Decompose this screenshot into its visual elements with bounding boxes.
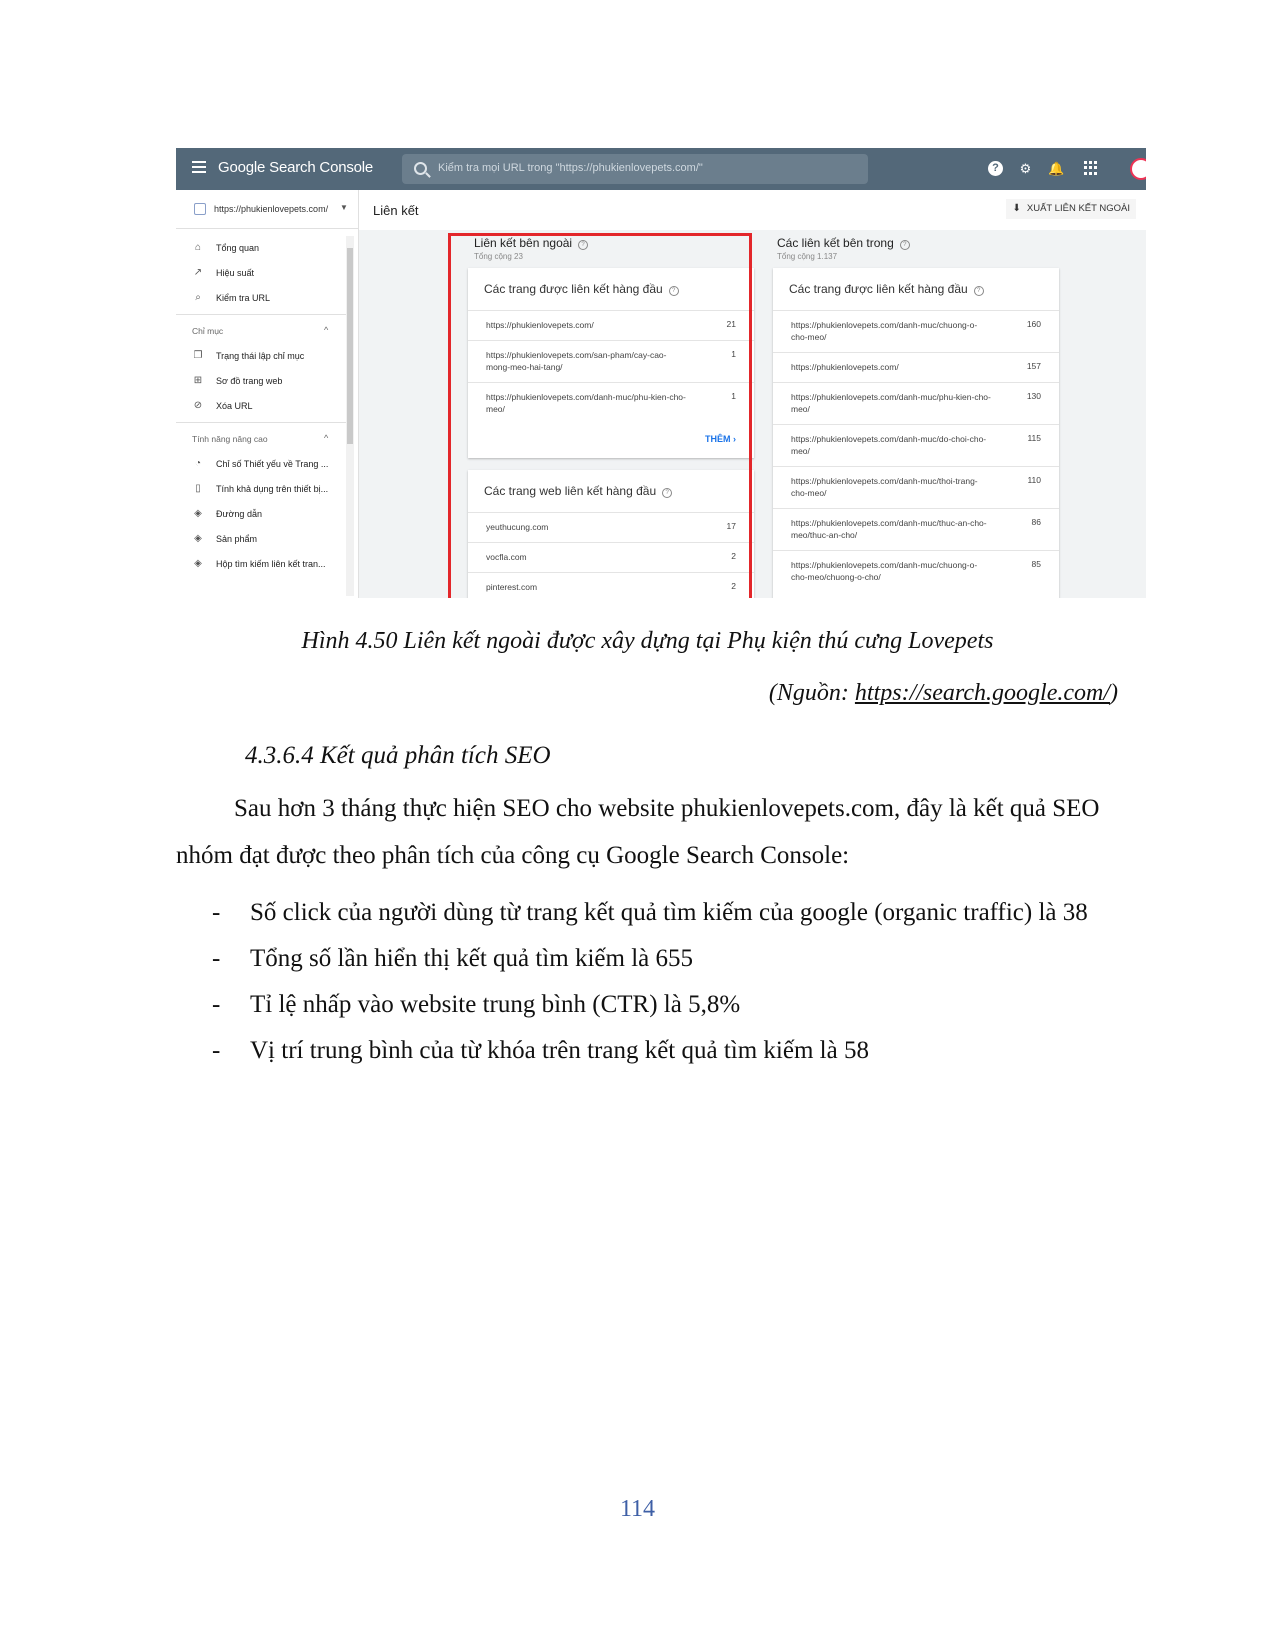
external-links-total: Tổng cộng 23 — [474, 252, 523, 261]
external-top-sites-card — [468, 470, 754, 598]
table-row[interactable] — [773, 550, 1059, 593]
row-count: 85 — [1031, 559, 1041, 569]
row-url: https://phukienlovepets.com/danh-muc/thuc-an-cho-meo/thuc-an-cho/ — [791, 518, 987, 540]
sidebar-item-removals[interactable] — [176, 396, 348, 416]
top-bar — [176, 148, 1146, 190]
list-item: - Số click của người dùng từ trang kết quả tìm kiếm của google (organic traffic) là 38 — [176, 890, 1119, 936]
row-url: https://phukienlovepets.com/ — [791, 362, 899, 372]
row-url: https://phukienlovepets.com/danh-muc/phu-kien-cho-meo/ — [486, 392, 686, 414]
chevron-up-icon[interactable]: ^ — [324, 325, 329, 335]
row-url: https://phukienlovepets.com/san-pham/cay-cao-mong-meo-hai-tang/ — [486, 350, 667, 372]
section-advanced-label: Tính năng nâng cao — [192, 434, 268, 444]
internal-top-pages-card — [773, 268, 1059, 598]
table-row[interactable] — [773, 424, 1059, 467]
apps-grid-icon[interactable] — [1084, 161, 1098, 175]
sidebar-item-label: Chỉ số Thiết yếu về Trang ... — [216, 459, 329, 469]
table-row[interactable] — [773, 352, 1059, 383]
layers-icon: ◈ — [194, 558, 202, 569]
page-title: Liên kết — [373, 203, 419, 218]
table-row[interactable] — [468, 340, 754, 383]
gauge-icon: ◔ — [194, 458, 202, 469]
figure-source: (Nguồn: https://search.google.com/) — [768, 680, 1118, 706]
figure-caption: Hình 4.50 Liên kết ngoài được xây dựng tại Phụ kiện thú cưng Lovepets — [301, 628, 994, 654]
pages-icon: ❐ — [193, 350, 203, 361]
row-count: 2 — [731, 581, 736, 591]
sidebar-scrollbar-thumb[interactable] — [347, 248, 353, 444]
sidebar-item-label: Sản phẩm — [216, 534, 258, 544]
section-heading: 4.3.6.4 Kết quả phân tích SEO — [245, 742, 551, 769]
sidebar-item-label: Tổng quan — [216, 243, 260, 253]
table-row[interactable] — [468, 542, 754, 573]
more-button[interactable]: THÊM › — [704, 434, 736, 444]
sidebar-item-products[interactable] — [176, 529, 348, 549]
help-circle-icon[interactable]: ? — [669, 286, 679, 296]
sidebar-item-breadcrumbs[interactable] — [176, 504, 348, 524]
table-row[interactable] — [468, 382, 754, 425]
search-icon: ⌕ — [195, 292, 201, 303]
help-circle-icon[interactable]: ? — [662, 488, 672, 498]
card-title: Các trang web liên kết hàng đầu ? — [484, 484, 672, 498]
table-row[interactable] — [773, 382, 1059, 425]
table-row[interactable] — [468, 310, 754, 341]
row-url: https://phukienlovepets.com/danh-muc/do-choi-cho-meo/ — [791, 434, 987, 456]
layers-icon: ◈ — [194, 508, 202, 519]
sidebar-item-index-status[interactable] — [176, 346, 348, 366]
sidebar-item-sitemaps[interactable] — [176, 371, 348, 391]
row-count: 86 — [1031, 517, 1041, 527]
home-icon: ⌂ — [194, 242, 202, 253]
help-circle-icon[interactable]: ? — [900, 240, 910, 250]
bullet-mark: - — [212, 991, 221, 1018]
url-inspect-search[interactable] — [402, 154, 868, 184]
bullet-mark: - — [212, 1037, 221, 1064]
table-row[interactable] — [773, 508, 1059, 551]
source-link[interactable]: https://search.google.com/ — [854, 680, 1110, 706]
section-index-label: Chỉ mục — [192, 326, 224, 336]
row-url: https://phukienlovepets.com/danh-muc/phu-kien-cho-meo/ — [791, 392, 991, 414]
sidebar-item-label: Xóa URL — [216, 401, 253, 411]
sidebar-item-overview[interactable] — [176, 238, 348, 258]
property-icon — [194, 203, 206, 215]
internal-links-total: Tổng cộng 1.137 — [777, 252, 838, 261]
row-url: https://phukienlovepets.com/ — [486, 320, 594, 330]
sidebar-item-sitelinks-searchbox[interactable] — [176, 554, 348, 574]
search-placeholder: Kiểm tra mọi URL trong "https://phukienlovepets.com/" — [438, 162, 703, 174]
list-item: - Tỉ lệ nhấp vào website trung bình (CTR) là 5,8% — [176, 982, 1119, 1028]
app-title: Google Search Console — [218, 159, 374, 176]
row-count: 21 — [726, 319, 736, 329]
table-row[interactable] — [468, 512, 754, 543]
external-top-pages-card — [468, 268, 754, 458]
search-icon — [414, 162, 427, 175]
sidebar-item-performance[interactable] — [176, 263, 348, 283]
export-label: XUẤT LIÊN KẾT NGOÀI — [1026, 203, 1130, 214]
row-url: vocfla.com — [486, 552, 527, 562]
layers-icon: ◈ — [194, 533, 202, 544]
phone-icon: ▯ — [195, 483, 201, 494]
row-count: 115 — [1027, 433, 1041, 443]
divider — [176, 422, 348, 423]
property-selector[interactable] — [176, 190, 358, 229]
chevron-down-icon: ▼ — [340, 203, 348, 212]
divider — [176, 314, 348, 315]
sidebar-item-core-web-vitals[interactable] — [176, 454, 348, 474]
card-title: Các trang được liên kết hàng đầu ? — [789, 282, 984, 296]
row-count: 160 — [1026, 319, 1041, 329]
notification-bell-icon[interactable]: 🔔 — [1048, 161, 1065, 176]
chevron-up-icon[interactable]: ^ — [324, 433, 329, 443]
trend-icon: ↗ — [193, 267, 203, 278]
search-console-screenshot — [176, 148, 1146, 598]
chevron-right-icon: › — [733, 434, 736, 444]
table-row[interactable] — [773, 466, 1059, 509]
bullet-mark: - — [212, 899, 221, 926]
results-list — [176, 890, 1119, 1074]
card-title: Các trang được liên kết hàng đầu ? — [484, 282, 679, 296]
list-item: - Vị trí trung bình của từ khóa trên trang kết quả tìm kiếm là 58 — [176, 1028, 1119, 1074]
sidebar-item-label: Kiểm tra URL — [216, 293, 271, 303]
sidebar-item-label: Hộp tìm kiếm liên kết tran... — [216, 559, 326, 569]
export-external-links-button[interactable] — [1006, 199, 1136, 219]
internal-links-title: Các liên kết bên trong ? — [777, 236, 910, 250]
sidebar-item-label: Đường dẫn — [216, 509, 262, 519]
list-item: - Tổng số lần hiển thị kết quả tìm kiếm là 655 — [176, 936, 1119, 982]
row-url: https://phukienlovepets.com/danh-muc/chuong-o-cho-meo/ — [791, 320, 978, 342]
sidebar-item-label: Trạng thái lập chỉ mục — [216, 351, 305, 361]
links-report — [359, 230, 1146, 598]
people-settings-icon[interactable]: ⚙ — [1019, 161, 1032, 176]
sidebar-item-label: Sơ đồ trang web — [216, 376, 283, 386]
row-url: https://phukienlovepets.com/danh-muc/thoi-trang-cho-meo/ — [791, 476, 978, 498]
help-circle-icon[interactable]: ? — [578, 240, 588, 250]
hide-icon: ⊘ — [193, 400, 203, 411]
row-count: 130 — [1026, 391, 1041, 401]
sidebar-item-label: Hiệu suất — [216, 268, 255, 278]
sidebar — [176, 190, 359, 598]
help-icon[interactable]: ? — [988, 161, 1003, 176]
table-row[interactable] — [773, 310, 1059, 353]
hamburger-menu-icon[interactable] — [192, 161, 206, 173]
row-count: 110 — [1027, 475, 1041, 485]
sidebar-item-url-inspection[interactable] — [176, 288, 348, 308]
row-count: 1 — [731, 391, 736, 401]
page-number: 114 — [619, 1496, 656, 1522]
help-circle-icon[interactable]: ? — [974, 286, 984, 296]
bullet-mark: - — [212, 945, 221, 972]
external-links-title: Liên kết bên ngoài ? — [474, 236, 588, 250]
sidebar-item-label: Tính khả dụng trên thiết bị... — [216, 484, 329, 494]
row-count: 157 — [1026, 361, 1041, 371]
row-count: 2 — [731, 551, 736, 561]
table-row[interactable] — [468, 572, 754, 598]
download-icon: ⬇ — [1012, 203, 1021, 214]
row-url: pinterest.com — [486, 582, 538, 592]
avatar[interactable] — [1130, 158, 1146, 180]
row-url: https://phukienlovepets.com/danh-muc/chuong-o-cho-meo/chuong-o-cho/ — [791, 560, 978, 582]
row-count: 17 — [726, 521, 736, 531]
sitemap-icon: ⊞ — [193, 375, 203, 386]
sidebar-item-mobile-usability[interactable] — [176, 479, 348, 499]
row-url: yeuthucung.com — [486, 522, 549, 532]
body-paragraph: Sau hơn 3 tháng thực hiện SEO cho website phukienlovepets.com, đây là kết quả SEO nhóm đạt được theo phân tích của công cụ Google Search Console: — [176, 795, 1100, 869]
property-url: https://phukienlovepets.com/ — [214, 204, 329, 214]
row-count: 1 — [731, 349, 736, 359]
main-header — [359, 190, 1146, 231]
